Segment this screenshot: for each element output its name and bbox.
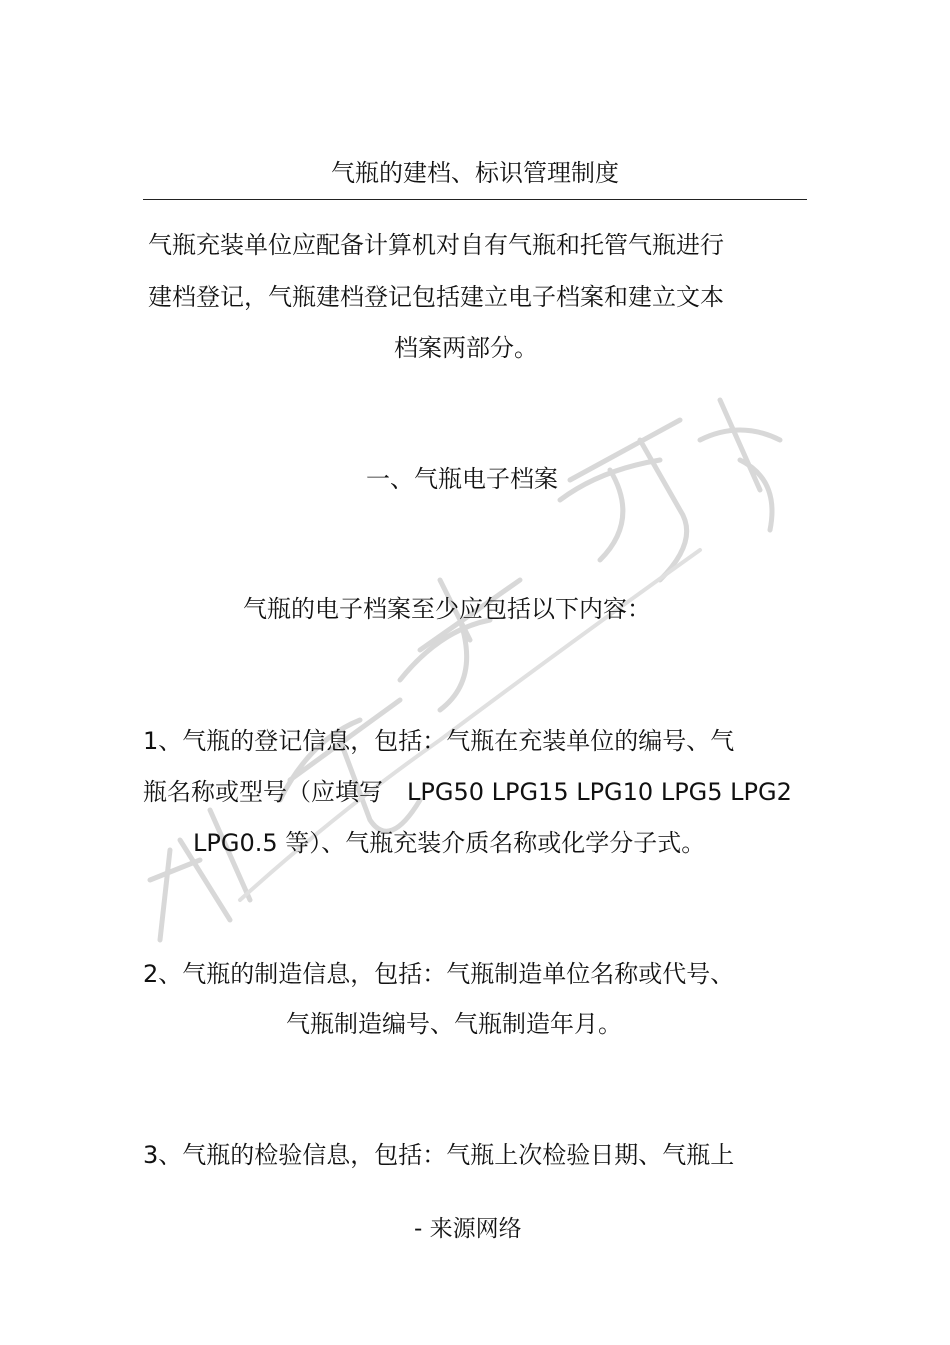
item-2-line-1: 2、气瓶的制造信息，包括：气瓶制造单位名称或代号、 [143,960,735,988]
intro-line-2: 建档登记，气瓶建档登记包括建立电子档案和建立文本 [148,283,724,311]
document-title: 气瓶的建档、标识管理制度 [331,159,619,187]
intro-line-3: 档案两部分。 [394,334,538,362]
section-lead: 气瓶的电子档案至少应包括以下内容： [243,595,651,623]
section-heading: 一、气瓶电子档案 [366,465,558,493]
item-1-line-2: 瓶名称或型号（应填写 LPG50 LPG15 LPG10 LPG5 LPG2 [143,778,792,806]
item-1-line-1: 1、气瓶的登记信息，包括：气瓶在充装单位的编号、气 [143,727,735,755]
item-1-line-3: LPG0.5 等）、气瓶充装介质名称或化学分子式。 [193,829,706,857]
item-2-line-2: 气瓶制造编号、气瓶制造年月。 [286,1010,622,1038]
page-footer: - 来源网络 [414,1216,522,1242]
intro-line-1: 气瓶充装单位应配备计算机对自有气瓶和托管气瓶进行 [148,231,724,259]
item-3-line-1: 3、气瓶的检验信息，包括：气瓶上次检验日期、气瓶上 [143,1141,735,1169]
title-divider [143,199,807,200]
